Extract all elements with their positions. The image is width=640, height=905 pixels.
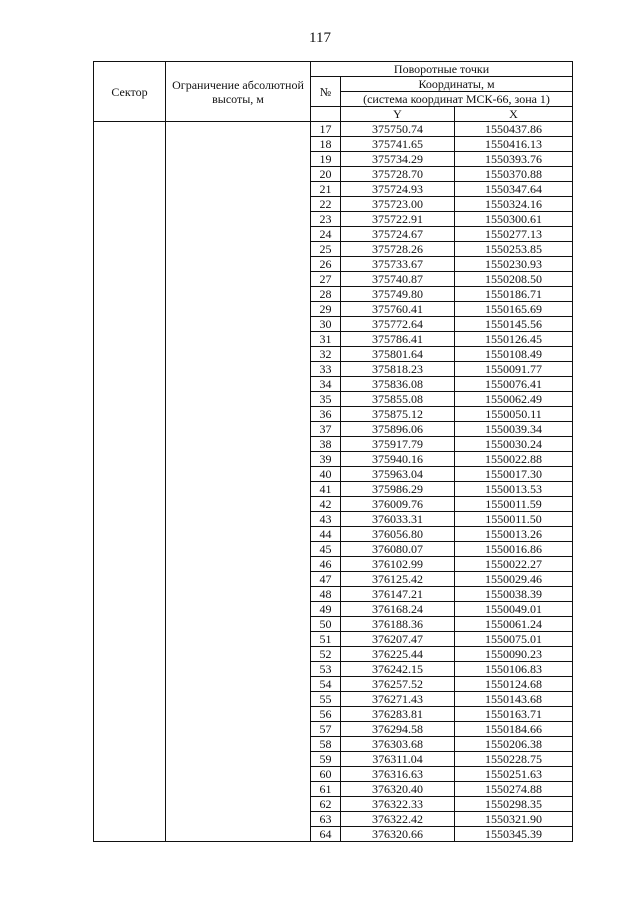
point-number-cell: 62 [311, 797, 341, 812]
y-coordinate-cell: 375836.08 [341, 377, 455, 392]
x-coordinate-cell: 1550393.76 [455, 152, 573, 167]
y-coordinate-cell: 376320.40 [341, 782, 455, 797]
point-number-cell: 35 [311, 392, 341, 407]
y-coordinate-cell: 376009.76 [341, 497, 455, 512]
x-coordinate-cell: 1550277.13 [455, 227, 573, 242]
x-coordinate-cell: 1550298.35 [455, 797, 573, 812]
point-number-cell: 21 [311, 182, 341, 197]
x-coordinate-cell: 1550016.86 [455, 542, 573, 557]
y-coordinate-cell: 375722.91 [341, 212, 455, 227]
point-number-cell: 22 [311, 197, 341, 212]
x-coordinate-cell: 1550090.23 [455, 647, 573, 662]
x-coordinate-cell: 1550050.11 [455, 407, 573, 422]
x-coordinate-cell: 1550143.68 [455, 692, 573, 707]
point-number-cell: 50 [311, 617, 341, 632]
x-coordinate-cell: 1550370.88 [455, 167, 573, 182]
point-number-cell: 46 [311, 557, 341, 572]
header-sector: Сектор [94, 62, 166, 122]
point-number-cell: 27 [311, 272, 341, 287]
header-turning-points: Поворотные точки [311, 62, 573, 77]
point-number-cell: 26 [311, 257, 341, 272]
height-limit-cell [166, 122, 311, 842]
coordinates-table [93, 61, 573, 842]
point-number-cell: 56 [311, 707, 341, 722]
x-coordinate-cell: 1550106.83 [455, 662, 573, 677]
point-number-cell: 39 [311, 452, 341, 467]
point-number-cell: 40 [311, 467, 341, 482]
x-coordinate-cell: 1550124.68 [455, 677, 573, 692]
y-coordinate-cell: 376322.33 [341, 797, 455, 812]
y-coordinate-cell: 376056.80 [341, 527, 455, 542]
x-coordinate-cell: 1550011.59 [455, 497, 573, 512]
x-coordinate-cell: 1550011.50 [455, 512, 573, 527]
point-number-cell: 49 [311, 602, 341, 617]
point-number-cell: 64 [311, 827, 341, 842]
y-coordinate-cell: 376316.63 [341, 767, 455, 782]
y-coordinate-cell: 376207.47 [341, 632, 455, 647]
x-coordinate-cell: 1550324.16 [455, 197, 573, 212]
x-coordinate-cell: 1550049.01 [455, 602, 573, 617]
x-coordinate-cell: 1550038.39 [455, 587, 573, 602]
point-number-cell: 61 [311, 782, 341, 797]
y-coordinate-cell: 376168.24 [341, 602, 455, 617]
y-coordinate-cell: 375801.64 [341, 347, 455, 362]
x-coordinate-cell: 1550184.66 [455, 722, 573, 737]
y-coordinate-cell: 375734.29 [341, 152, 455, 167]
point-number-cell: 30 [311, 317, 341, 332]
x-coordinate-cell: 1550186.71 [455, 287, 573, 302]
point-number-cell: 20 [311, 167, 341, 182]
sector-cell [94, 122, 166, 842]
x-coordinate-cell: 1550416.13 [455, 137, 573, 152]
point-number-cell: 44 [311, 527, 341, 542]
x-coordinate-cell: 1550145.56 [455, 317, 573, 332]
y-coordinate-cell: 375741.65 [341, 137, 455, 152]
point-number-cell: 59 [311, 752, 341, 767]
y-coordinate-cell: 376311.04 [341, 752, 455, 767]
x-coordinate-cell: 1550013.53 [455, 482, 573, 497]
point-number-cell: 37 [311, 422, 341, 437]
y-coordinate-cell: 375723.00 [341, 197, 455, 212]
x-coordinate-cell: 1550300.61 [455, 212, 573, 227]
x-coordinate-cell: 1550208.50 [455, 272, 573, 287]
point-number-cell: 58 [311, 737, 341, 752]
y-coordinate-cell: 376080.07 [341, 542, 455, 557]
point-number-cell: 53 [311, 662, 341, 677]
y-coordinate-cell: 376294.58 [341, 722, 455, 737]
point-number-cell: 29 [311, 302, 341, 317]
point-number-cell: 41 [311, 482, 341, 497]
point-number-cell: 23 [311, 212, 341, 227]
header-height-limit: Ограничение абсолютной высоты, м [166, 62, 311, 122]
x-coordinate-cell: 1550076.41 [455, 377, 573, 392]
y-coordinate-cell: 376283.81 [341, 707, 455, 722]
point-number-cell: 33 [311, 362, 341, 377]
point-number-cell: 63 [311, 812, 341, 827]
y-coordinate-cell: 376188.36 [341, 617, 455, 632]
x-coordinate-cell: 1550251.63 [455, 767, 573, 782]
point-number-cell: 32 [311, 347, 341, 362]
x-coordinate-cell: 1550230.93 [455, 257, 573, 272]
point-number-cell: 18 [311, 137, 341, 152]
x-coordinate-cell: 1550163.71 [455, 707, 573, 722]
point-number-cell: 55 [311, 692, 341, 707]
y-coordinate-cell: 375724.93 [341, 182, 455, 197]
point-number-cell: 45 [311, 542, 341, 557]
y-coordinate-cell: 375940.16 [341, 452, 455, 467]
x-coordinate-cell: 1550165.69 [455, 302, 573, 317]
x-coordinate-cell: 1550029.46 [455, 572, 573, 587]
y-coordinate-cell: 376257.52 [341, 677, 455, 692]
table-row [94, 122, 573, 137]
x-coordinate-cell: 1550062.49 [455, 392, 573, 407]
point-number-cell: 28 [311, 287, 341, 302]
point-number-cell: 38 [311, 437, 341, 452]
y-coordinate-cell: 376271.43 [341, 692, 455, 707]
point-number-cell: 42 [311, 497, 341, 512]
header-x: X [455, 107, 573, 122]
x-coordinate-cell: 1550075.01 [455, 632, 573, 647]
y-coordinate-cell: 375917.79 [341, 437, 455, 452]
y-coordinate-cell: 375750.74 [341, 122, 455, 137]
x-coordinate-cell: 1550321.90 [455, 812, 573, 827]
x-coordinate-cell: 1550345.39 [455, 827, 573, 842]
point-number-cell: 36 [311, 407, 341, 422]
y-coordinate-cell: 376320.66 [341, 827, 455, 842]
y-coordinate-cell: 376242.15 [341, 662, 455, 677]
y-coordinate-cell: 375986.29 [341, 482, 455, 497]
y-coordinate-cell: 375786.41 [341, 332, 455, 347]
x-coordinate-cell: 1550347.64 [455, 182, 573, 197]
point-number-cell: 31 [311, 332, 341, 347]
x-coordinate-cell: 1550108.49 [455, 347, 573, 362]
point-number-cell: 51 [311, 632, 341, 647]
y-coordinate-cell: 376225.44 [341, 647, 455, 662]
point-number-cell: 43 [311, 512, 341, 527]
header-number-blank [311, 107, 341, 122]
y-coordinate-cell: 375772.64 [341, 317, 455, 332]
x-coordinate-cell: 1550228.75 [455, 752, 573, 767]
point-number-cell: 57 [311, 722, 341, 737]
y-coordinate-cell: 375760.41 [341, 302, 455, 317]
table-body [94, 122, 573, 842]
point-number-cell: 54 [311, 677, 341, 692]
y-coordinate-cell: 375855.08 [341, 392, 455, 407]
y-coordinate-cell: 375749.80 [341, 287, 455, 302]
x-coordinate-cell: 1550013.26 [455, 527, 573, 542]
x-coordinate-cell: 1550017.30 [455, 467, 573, 482]
y-coordinate-cell: 375896.06 [341, 422, 455, 437]
header-number: № [311, 77, 341, 107]
point-number-cell: 24 [311, 227, 341, 242]
y-coordinate-cell: 376102.99 [341, 557, 455, 572]
y-coordinate-cell: 376322.42 [341, 812, 455, 827]
y-coordinate-cell: 375724.67 [341, 227, 455, 242]
y-coordinate-cell: 375875.12 [341, 407, 455, 422]
y-coordinate-cell: 375818.23 [341, 362, 455, 377]
x-coordinate-cell: 1550437.86 [455, 122, 573, 137]
x-coordinate-cell: 1550274.88 [455, 782, 573, 797]
header-coordinate-system: (система координат МСК-66, зона 1) [341, 92, 573, 107]
x-coordinate-cell: 1550061.24 [455, 617, 573, 632]
x-coordinate-cell: 1550091.77 [455, 362, 573, 377]
point-number-cell: 17 [311, 122, 341, 137]
page-number: 117 [309, 30, 331, 46]
y-coordinate-cell: 375733.67 [341, 257, 455, 272]
point-number-cell: 52 [311, 647, 341, 662]
y-coordinate-cell: 376125.42 [341, 572, 455, 587]
header-coordinates: Координаты, м [341, 77, 573, 92]
y-coordinate-cell: 375728.70 [341, 167, 455, 182]
point-number-cell: 34 [311, 377, 341, 392]
y-coordinate-cell: 376033.31 [341, 512, 455, 527]
x-coordinate-cell: 1550253.85 [455, 242, 573, 257]
x-coordinate-cell: 1550039.34 [455, 422, 573, 437]
point-number-cell: 47 [311, 572, 341, 587]
x-coordinate-cell: 1550126.45 [455, 332, 573, 347]
point-number-cell: 48 [311, 587, 341, 602]
x-coordinate-cell: 1550206.38 [455, 737, 573, 752]
x-coordinate-cell: 1550022.88 [455, 452, 573, 467]
y-coordinate-cell: 376147.21 [341, 587, 455, 602]
y-coordinate-cell: 375728.26 [341, 242, 455, 257]
point-number-cell: 60 [311, 767, 341, 782]
y-coordinate-cell: 375740.87 [341, 272, 455, 287]
point-number-cell: 25 [311, 242, 341, 257]
x-coordinate-cell: 1550030.24 [455, 437, 573, 452]
y-coordinate-cell: 376303.68 [341, 737, 455, 752]
header-y: Y [341, 107, 455, 122]
x-coordinate-cell: 1550022.27 [455, 557, 573, 572]
y-coordinate-cell: 375963.04 [341, 467, 455, 482]
point-number-cell: 19 [311, 152, 341, 167]
